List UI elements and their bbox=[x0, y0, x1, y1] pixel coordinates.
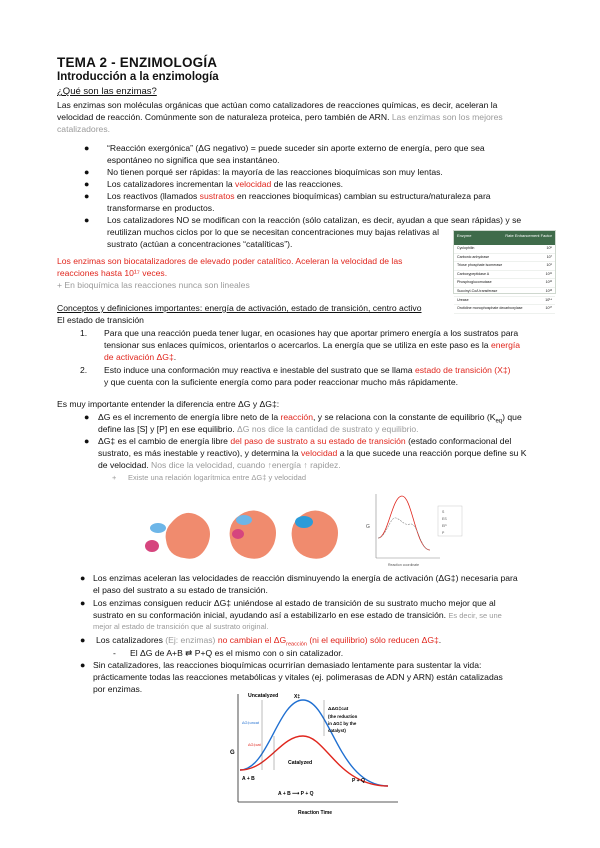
bound-substrate-blue bbox=[236, 515, 252, 525]
table-header bbox=[454, 231, 555, 245]
axis-label-g: G bbox=[366, 524, 370, 530]
table-cell-rate: 10⁵ bbox=[546, 246, 552, 250]
item-number: 2. bbox=[80, 365, 88, 375]
enzyme-shape-1 bbox=[166, 513, 210, 559]
s3-bullet4-l1: Sin catalizadores, las reacciones bioquímicas ocurrirían demasiado lentamente para sustentar la vida: bbox=[93, 660, 482, 670]
bullet-dot: ● bbox=[84, 412, 90, 422]
gray-note: Nos dice la velocidad, cuando ↑energía ↑ rapidez. bbox=[151, 460, 341, 470]
text: . bbox=[173, 352, 177, 362]
gray-note: + En bioquímica las reacciones nunca son lineales bbox=[57, 280, 250, 290]
product-blue bbox=[295, 516, 313, 528]
highlight: estado de transición (X‡) bbox=[414, 365, 511, 375]
bullet-dot: ● bbox=[80, 660, 86, 670]
reaction-energy-figure bbox=[228, 690, 404, 820]
label-equation: A + B ⟶ P + Q bbox=[278, 791, 314, 797]
text: de las reacciones. bbox=[271, 179, 343, 189]
s3-bullet2-l3: mejor al estado de transición que al sustrato original. bbox=[93, 622, 269, 631]
text: Esto induce una conformación muy reactiva e inestable del sustrato que se llama bbox=[104, 365, 415, 375]
bullet-dot: ● bbox=[84, 179, 90, 189]
bullet-dot: ● bbox=[80, 573, 86, 583]
bullet-catalysts-l1: Los catalizadores NO se modifican con la reacción (sólo catalizan, es decir, ayudan a que sean rápidas) y se bbox=[107, 215, 522, 225]
sub-bullet: El ΔG de A+B ⇄ P+Q es el mismo con o sin catalizador. bbox=[130, 648, 344, 658]
sub-bullet-dash: - bbox=[113, 648, 116, 658]
table-row bbox=[454, 305, 555, 314]
table-cell-rate: 10¹³ bbox=[545, 288, 552, 293]
table-cell-rate: 10¹⁴ bbox=[545, 297, 552, 302]
rate-enhancement-table bbox=[453, 230, 556, 311]
table-row bbox=[454, 279, 555, 288]
s3-bullet4-l2: prácticamente todas las reacciones metabólicas y vitales (ej. polimerasas de ADN y ARN) están catalizadas bbox=[93, 672, 503, 682]
ddg-note-3: catalyst) bbox=[328, 728, 346, 733]
text: sustrato en su conformación inicial, ayudando así a estabilizarlo en ese estado de transición. bbox=[93, 610, 449, 620]
ddg-note-1: (the reduction bbox=[328, 714, 358, 719]
gray-note: Es decir, se une bbox=[448, 611, 502, 620]
text: ) que bbox=[502, 412, 522, 422]
text: . bbox=[438, 635, 442, 645]
s3-bullet2-l1: Los enzimas consiguen reducir ΔG‡ uniéndose al estado de transición de su sustrato mucho mejor que al bbox=[93, 598, 496, 608]
bullet-substrates-l2: transformarse en productos. bbox=[107, 203, 215, 213]
label-ddg: ΔΔG‡cat bbox=[328, 707, 349, 712]
bullet-slow: No tienen porqué ser rápidas: la mayoría de las reacciones bioquímicas son muy lentas. bbox=[107, 167, 443, 177]
intro-gray-note: Las enzimas son los mejores bbox=[391, 112, 503, 122]
item1-l3 bbox=[104, 351, 176, 363]
s3-bullet4-l3: por enzimas. bbox=[93, 684, 143, 694]
highlight: no cambian el ΔG bbox=[217, 635, 287, 645]
text: (estado conformacional del bbox=[405, 436, 512, 446]
item2-l1 bbox=[104, 364, 511, 376]
s3-bullet1-l1: Los enzimas aceleran las velocidades de reacción disminuyendo la energía de activación (ΔG‡) necesaria para bbox=[93, 573, 518, 583]
section-heading-intro: Introducción a la enzimología bbox=[57, 71, 219, 83]
text: en reacciones bioquímicas) cambian su estructura/naturaleza para bbox=[234, 191, 491, 201]
table-row bbox=[454, 271, 555, 280]
highlight: del paso de sustrato a su estado de transición bbox=[230, 436, 406, 446]
item2-l2: y que cuenta con la suficiente energía como para poder reaccionar mucho más rápidamente. bbox=[104, 377, 458, 387]
table-row bbox=[454, 262, 555, 271]
table-cell-enzyme: Phosphoglucomutase bbox=[457, 280, 492, 285]
legend-s: S bbox=[442, 510, 445, 514]
plus-sign: + bbox=[112, 473, 117, 482]
plus-note: Existe una relación logarítmica entre ΔG‡ y velocidad bbox=[128, 473, 307, 482]
label-transition-state: X‡ bbox=[294, 694, 301, 700]
bullet-velocity bbox=[107, 178, 343, 190]
highlight: de activación ΔG‡ bbox=[104, 352, 174, 362]
axis-label-reaction: Reaction coordinate bbox=[388, 563, 420, 567]
label-catalyzed: Catalyzed bbox=[288, 760, 313, 766]
bullet-substrates-l1 bbox=[107, 190, 491, 202]
table-cell-enzyme: Triose phosphate isomerase bbox=[457, 263, 503, 268]
legend-es: ES bbox=[442, 517, 447, 521]
concepts-heading: Conceptos y definiciones importantes: energía de activación, estado de transición, centro activo bbox=[57, 303, 422, 313]
enzyme-substrate-illustration bbox=[145, 510, 338, 558]
table-header-enzyme: Enzyme bbox=[457, 233, 472, 238]
intro-line-3: catalizadores. bbox=[57, 124, 111, 134]
label-dg-cat: ΔG‡cat bbox=[248, 743, 261, 747]
enzyme-mechanism-figure bbox=[140, 488, 470, 570]
label-pq: P + Q bbox=[352, 778, 365, 784]
intro-text: velocidad de reacción. Comúnmente son de naturaleza proteica, pero también de ARN. bbox=[57, 112, 390, 122]
text: , y se relaciona con la constante de equilibrio (K bbox=[312, 412, 496, 422]
table-row bbox=[454, 254, 555, 263]
highlight: velocidad bbox=[301, 448, 338, 458]
substrate-blue bbox=[150, 523, 166, 533]
highlight: sustratos bbox=[199, 191, 235, 201]
bullet-dot: ● bbox=[80, 635, 86, 645]
intro-line-2 bbox=[57, 111, 587, 123]
bullet-dot: ● bbox=[84, 215, 90, 225]
table-row bbox=[454, 297, 555, 306]
page-title: TEMA 2 - ENZIMOLOGÍA bbox=[57, 55, 218, 70]
intro-line-1: Las enzimas son moléculas orgánicas que actúan como catalizadores de reacciones químicas, es decir, aceleran la bbox=[57, 100, 498, 110]
label-uncatalyzed: Uncatalyzed bbox=[248, 693, 279, 699]
table-cell-rate: 10⁷ bbox=[546, 254, 552, 259]
table-cell-enzyme: Carboxypeptidase A bbox=[457, 271, 490, 276]
highlight: energía bbox=[490, 340, 521, 350]
ddg-note-2: in ΔG‡ by the bbox=[328, 721, 357, 726]
s3-bullet1-l2: el paso del sustrato a su estado de transición. bbox=[93, 585, 268, 595]
table-row bbox=[454, 245, 555, 254]
bullet-catalysts-l3: sustrato (actúan a concentraciones “catalíticas”). bbox=[107, 239, 293, 249]
item1-l1: Para que una reacción pueda tener lugar, en ocasiones hay que aportar primero energía a los sustratos para bbox=[104, 328, 519, 338]
table-header-rate: Rate Enhancement Factor bbox=[505, 233, 552, 238]
text: de velocidad. bbox=[98, 460, 152, 470]
table-body bbox=[454, 245, 555, 314]
table-cell-enzyme: Succinyl-CoA transferase bbox=[457, 288, 498, 293]
text: sustrato, es más inestable y reactivo), y determina la bbox=[98, 448, 301, 458]
table-cell-enzyme: Orotidine monophosphate decarboxylase bbox=[457, 306, 523, 311]
legend-ep: EP bbox=[442, 524, 447, 528]
label-dg-uncat: ΔG‡uncat bbox=[242, 721, 259, 725]
question-heading: ¿Qué son las enzimas? bbox=[57, 86, 157, 97]
dg-bullet-l2 bbox=[98, 423, 419, 435]
label-ab: A + B bbox=[242, 776, 255, 782]
bullet-dot: ● bbox=[84, 167, 90, 177]
text: Los catalizadores incrementan la bbox=[107, 179, 236, 189]
text: ΔG‡ es el cambio de energía libre bbox=[98, 436, 231, 446]
bullet-exergonic-l1: “Reacción exergónica” (ΔG negativo) = puede suceder sin aporte externo de energía, pero que sea bbox=[107, 143, 485, 153]
text: Los catalizadores bbox=[96, 635, 166, 645]
text: Los reactivos (llamados bbox=[107, 191, 200, 201]
text: a la que sucede una reacción porque define su K bbox=[337, 448, 527, 458]
bullet-catalysts-l2: reutilizan muchos ciclos por lo que se necesitan concentraciones muy bajas relativas al bbox=[107, 227, 439, 237]
dgts-bullet-l2 bbox=[98, 447, 527, 459]
gray-note: (Ej: enzimas) bbox=[165, 635, 218, 645]
table-cell-rate: 10¹¹ bbox=[545, 271, 552, 276]
table-cell-rate: 10⁹ bbox=[546, 263, 552, 268]
dgts-bullet-l3 bbox=[98, 459, 341, 471]
text: ΔG es el incremento de energía libre neto de la bbox=[98, 412, 281, 422]
table-row bbox=[454, 288, 555, 297]
red-note-line-2: reacciones hasta 10¹⁷ veces. bbox=[57, 268, 168, 278]
table-cell-enzyme: Carbonic anhydrase bbox=[457, 254, 490, 259]
bullet-dot: ● bbox=[84, 436, 90, 446]
highlight: velocidad bbox=[235, 179, 272, 189]
x-axis-label: Reaction Time bbox=[298, 810, 333, 816]
bullet-exergonic-l2: espontáneo no significa que sea instantáneo. bbox=[107, 155, 280, 165]
bullet-dot: ● bbox=[80, 598, 86, 608]
energy-diagram-small bbox=[366, 494, 462, 567]
y-axis-label: G bbox=[230, 750, 235, 756]
item1-l2 bbox=[104, 339, 520, 351]
item-number: 1. bbox=[80, 328, 88, 338]
important-line: Es muy importante entender la diferencia entre ΔG y ΔG‡: bbox=[57, 399, 280, 409]
bullet-dot: ● bbox=[84, 191, 90, 201]
uncatalyzed-curve bbox=[240, 700, 388, 786]
table-cell-enzyme: Urease bbox=[457, 297, 469, 302]
transition-state-heading: El estado de transición bbox=[57, 315, 144, 325]
subscript: reacción bbox=[286, 641, 307, 648]
substrate-pink bbox=[145, 540, 159, 552]
gray-note: ΔG nos dice la cantidad de sustrato y equilibrio. bbox=[237, 424, 419, 434]
subscript: eq bbox=[495, 418, 503, 425]
text: define las [S] y [P] en ese equilibrio. bbox=[98, 424, 238, 434]
text: tensionar sus enlaces químicos, orientarlos o acercarlos. La energía que se utiliza en este paso es la bbox=[104, 340, 491, 350]
table-cell-enzyme: Cyclophilin bbox=[457, 246, 475, 250]
legend-p: P bbox=[442, 531, 445, 535]
bullet-dot: ● bbox=[84, 143, 90, 153]
table-cell-rate: 10¹² bbox=[545, 280, 552, 285]
highlight: (ni el equilibrio) sólo reducen ΔG‡ bbox=[306, 635, 439, 645]
catalyzed-curve bbox=[378, 518, 430, 550]
dgts-bullet-l1 bbox=[98, 435, 511, 447]
bound-substrate-pink bbox=[232, 529, 244, 539]
table-cell-rate: 10¹⁷ bbox=[545, 306, 552, 311]
red-note-line-1: Los enzimas son biocatalizadores de elevado poder catalítico. Aceleran la velocidad de las bbox=[57, 256, 403, 266]
highlight: reacción bbox=[280, 412, 313, 422]
